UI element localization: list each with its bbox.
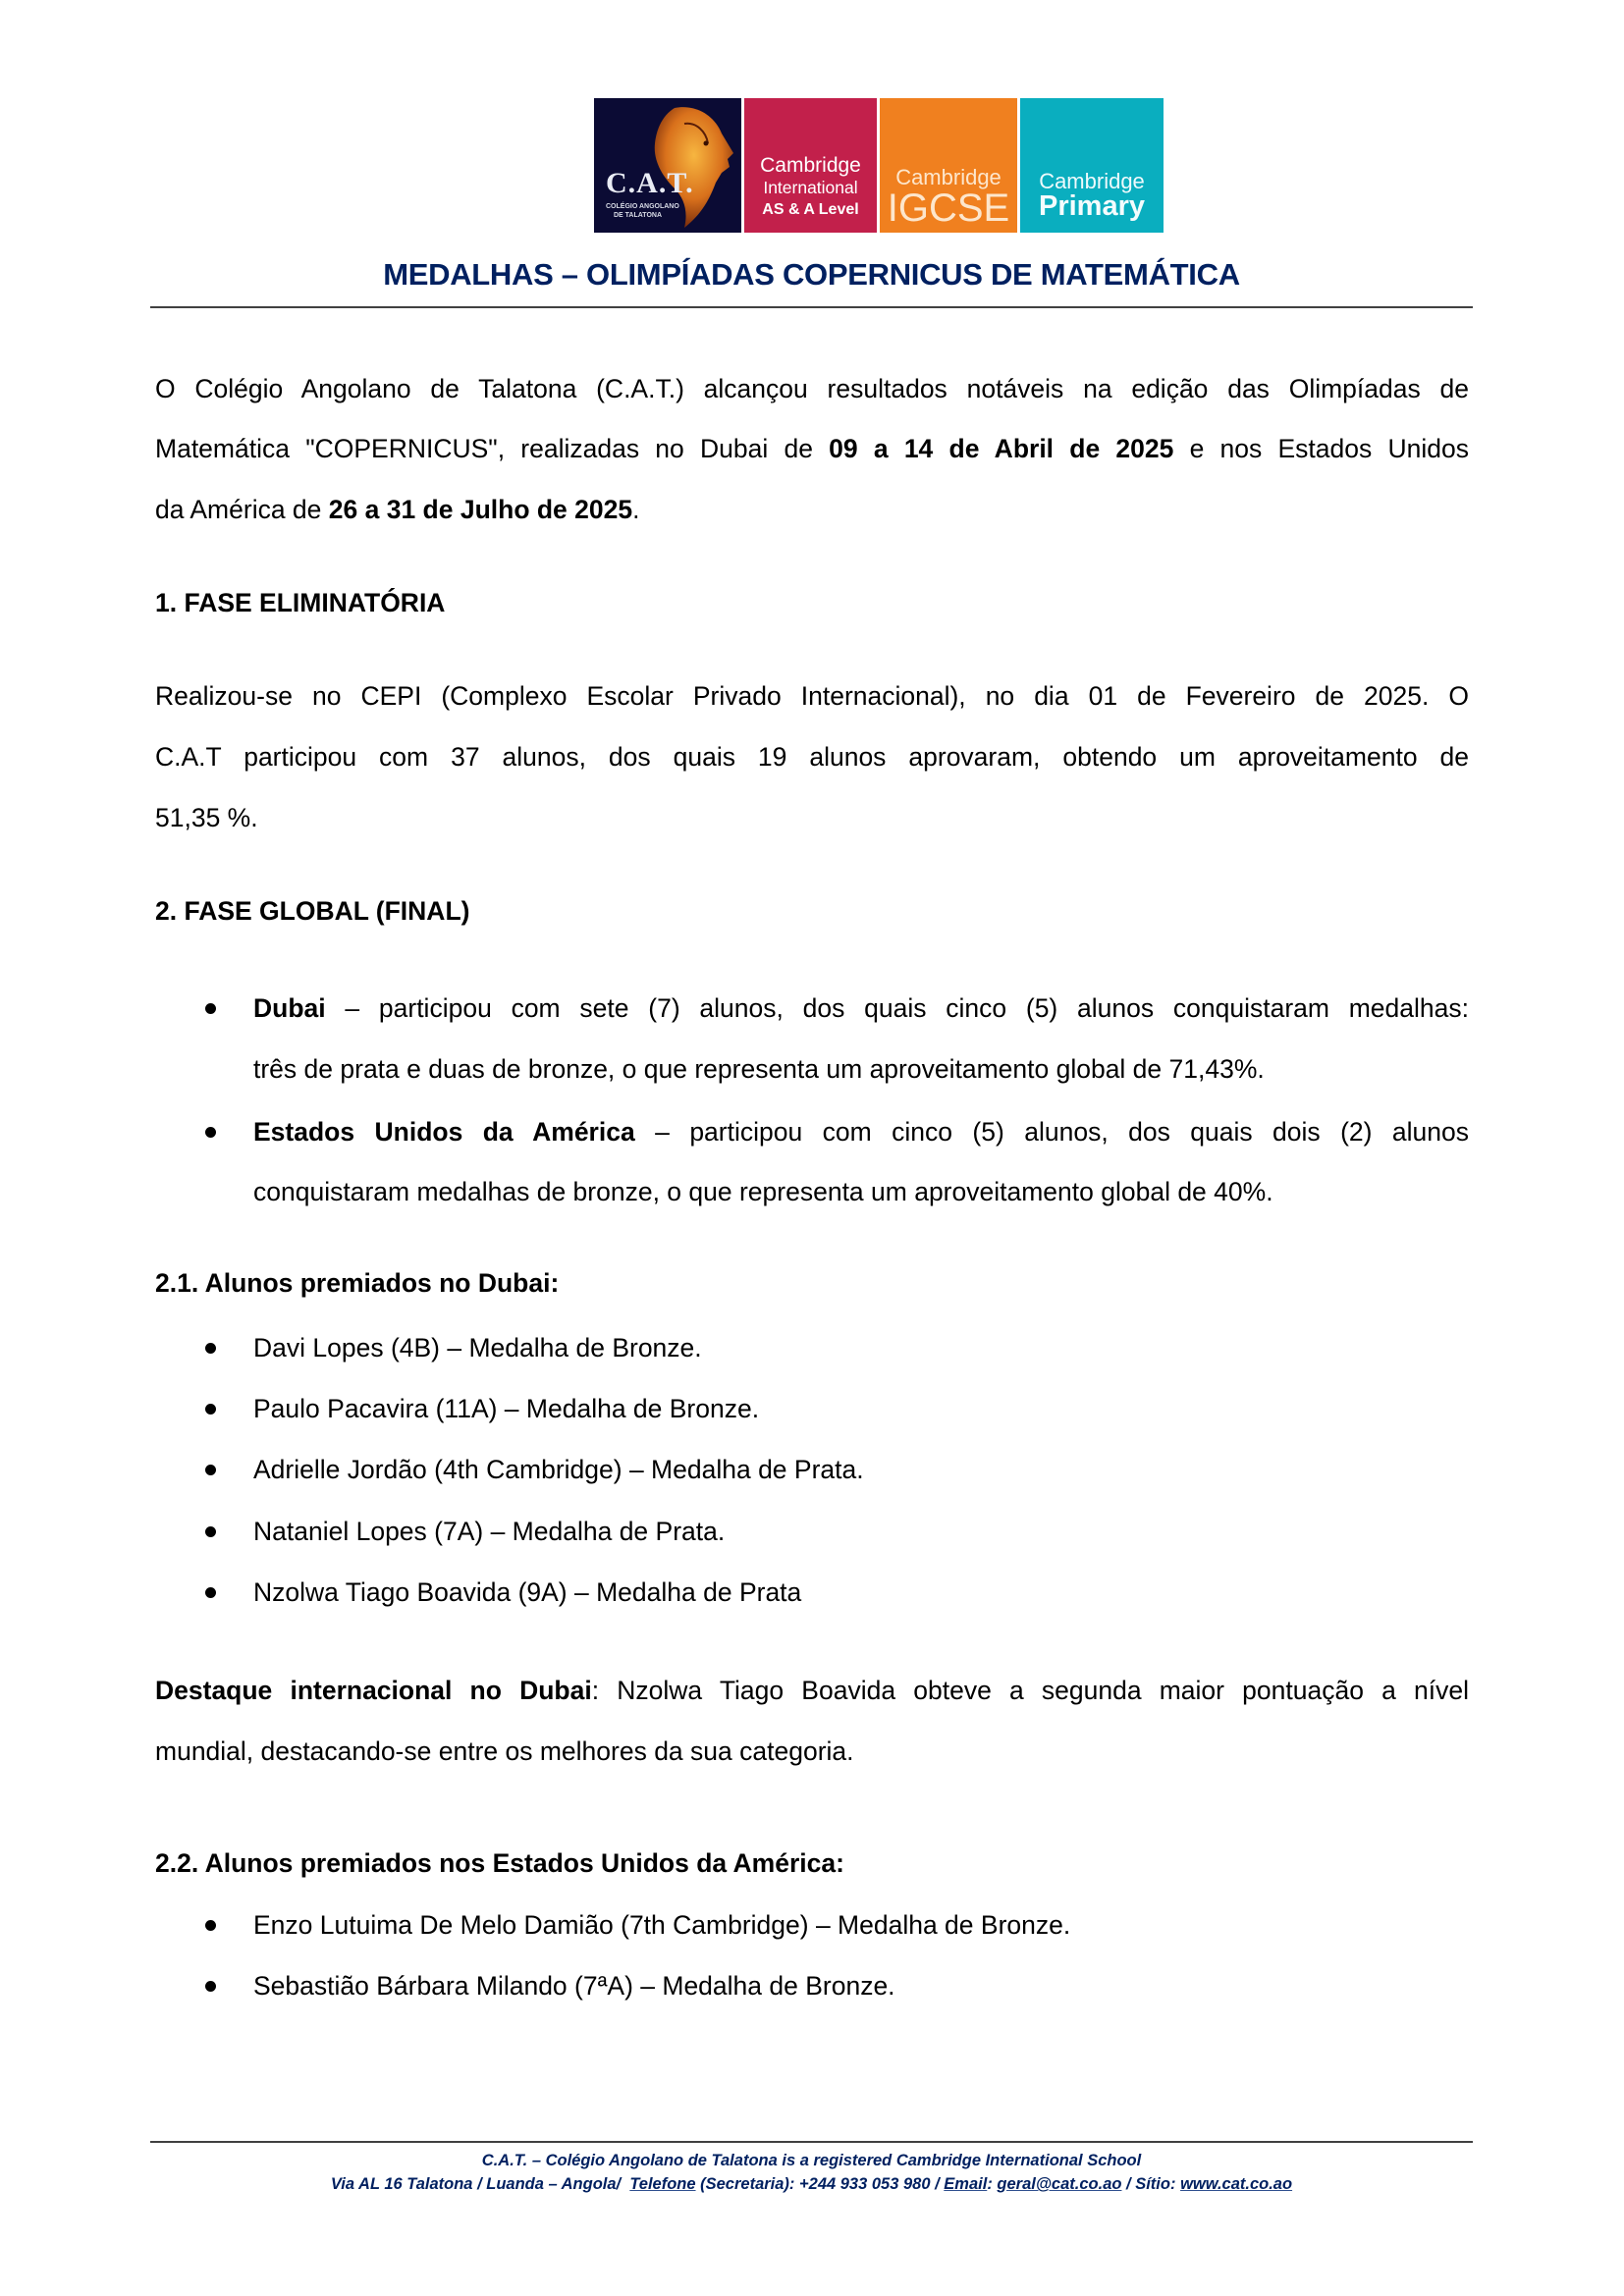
cat-logo xyxy=(594,98,741,233)
footer-divider xyxy=(150,2141,1473,2143)
logo-as-line2: International xyxy=(763,178,858,197)
logo-as-line1: Cambridge xyxy=(760,154,861,177)
website-link[interactable]: www.cat.co.ao xyxy=(1180,2175,1293,2193)
page-title: MEDALHAS – OLIMPÍADAS COPERNICUS DE MATEMÁTICA xyxy=(383,257,1240,292)
highlight-line-1 xyxy=(155,1675,1469,1706)
cat-subtitle xyxy=(606,202,679,220)
section-2-2-heading: 2.2. Alunos premiados nos Estados Unidos da América: xyxy=(155,1848,844,1878)
dubai-dates: 09 a 14 de Abril de 2025 xyxy=(829,434,1174,463)
section-2-1-heading: 2.1. Alunos premiados no Dubai: xyxy=(155,1268,560,1298)
logo-primary-line1: Cambridge xyxy=(1039,169,1145,193)
list-item-line: conquistaram medalhas de bronze, o que representa um aproveitamento global de 40%. xyxy=(253,1177,1273,1206)
phone-link[interactable]: Telefone xyxy=(629,2175,696,2193)
section-2-heading: 2. FASE GLOBAL (FINAL) xyxy=(155,896,470,926)
winner-entry: Davi Lopes (4B) – Medalha de Bronze. xyxy=(253,1333,702,1362)
list-item-line: três de prata e duas de bronze, o que representa um aproveitamento global de 71,43%. xyxy=(253,1054,1265,1084)
location-label: Dubai xyxy=(253,993,326,1023)
cambridge-igcse-logo xyxy=(880,98,1017,233)
footer-address: Via AL 16 Talatona / Luanda – Angola/ xyxy=(330,2175,630,2193)
usa-dates: 26 a 31 de Julho de 2025 xyxy=(328,495,633,524)
logo-igcse-line1: Cambridge xyxy=(895,165,1001,189)
section-1-line-1: Realizou-se no CEPI (Complexo Escolar Privado Internacional), no dia 01 de Fevereiro de 2025. O xyxy=(155,681,1469,711)
highlight-line-2: mundial, destacando-se entre os melhores da sua categoria. xyxy=(155,1736,854,1766)
intro-text: e nos Estados Unidos xyxy=(1173,434,1469,463)
intro-line-2 xyxy=(155,433,1469,464)
location-label: Estados Unidos da América xyxy=(253,1117,635,1147)
winner-entry: Nataniel Lopes (7A) – Medalha de Prata. xyxy=(253,1517,726,1546)
winner-entry: Adrielle Jordão (4th Cambridge) – Medalha de Prata. xyxy=(253,1455,864,1484)
cat-letters: C.A.T. xyxy=(606,167,694,199)
section-1-line-3: 51,35 %. xyxy=(155,803,258,832)
bullet-icon xyxy=(205,1981,216,1992)
bullet-icon xyxy=(205,1587,216,1598)
list-item-text: – participou com sete (7) alunos, dos quais cinco (5) alunos conquistaram medalhas: xyxy=(325,993,1469,1023)
intro-line-3 xyxy=(155,494,1469,525)
email-label-link[interactable]: Email xyxy=(944,2175,988,2193)
bullet-icon xyxy=(205,1465,216,1475)
winner-entry: Paulo Pacavira (11A) – Medalha de Bronze. xyxy=(253,1394,760,1423)
cambridge-as-a-level-logo xyxy=(744,98,877,233)
list-item-text: – participou com cinco (5) alunos, dos quais dois (2) alunos xyxy=(634,1117,1470,1147)
bullet-icon xyxy=(205,1343,216,1354)
winner-entry: Sebastião Bárbara Milando (7ªA) – Medalha de Bronze. xyxy=(253,1971,895,2001)
winner-entry: Enzo Lutuima De Melo Damião (7th Cambridge) – Medalha de Bronze. xyxy=(253,1910,1071,1940)
bullet-icon xyxy=(205,1127,216,1138)
section-1-line-2: C.A.T participou com 37 alunos, dos quais 19 alunos aprovaram, obtendo um aproveitamento de xyxy=(155,742,1469,772)
intro-text: Matemática "COPERNICUS", realizadas no Dubai de xyxy=(155,434,830,463)
highlight-text: : Nzolwa Tiago Boavida obteve a segunda maior pontuação a nível xyxy=(591,1676,1469,1705)
list-item-line xyxy=(253,992,1469,1024)
email-link[interactable]: geral@cat.co.ao xyxy=(997,2175,1122,2193)
bullet-icon xyxy=(205,1526,216,1537)
cambridge-primary-logo xyxy=(1020,98,1164,233)
footer-line-2 xyxy=(150,2173,1473,2195)
cat-subtitle-line1: COLÉGIO ANGOLANO xyxy=(606,203,679,210)
list-item-line xyxy=(253,1116,1469,1148)
logo-igcse-line2: IGCSE xyxy=(887,187,1010,230)
intro-line-1: O Colégio Angolano de Talatona (C.A.T.) alcançou resultados notáveis na edição das Olimpíadas de xyxy=(155,374,1469,403)
footer-line-1: C.A.T. – Colégio Angolano de Talatona is a registered Cambridge International School xyxy=(481,2152,1142,2169)
winner-entry: Nzolwa Tiago Boavida (9A) – Medalha de Prata xyxy=(253,1577,802,1607)
footer-phone: (Secretaria): +244 933 053 980 / xyxy=(695,2175,945,2193)
logo-as-line3: AS & A Level xyxy=(762,201,859,218)
bullet-icon xyxy=(205,1920,216,1931)
intro-text: . xyxy=(632,495,640,524)
header-divider xyxy=(150,306,1473,308)
highlight-label: Destaque internacional no Dubai xyxy=(155,1676,592,1705)
bullet-icon xyxy=(205,1003,216,1014)
logo-primary-line2: Primary xyxy=(1038,190,1145,222)
intro-text: da América de xyxy=(155,495,329,524)
section-1-heading: 1. FASE ELIMINATÓRIA xyxy=(155,588,446,617)
footer-site-label: / Sítio: xyxy=(1121,2175,1181,2193)
bullet-icon xyxy=(205,1404,216,1415)
cat-subtitle-line2: DE TALATONA xyxy=(614,212,662,219)
footer-colon: : xyxy=(987,2175,998,2193)
